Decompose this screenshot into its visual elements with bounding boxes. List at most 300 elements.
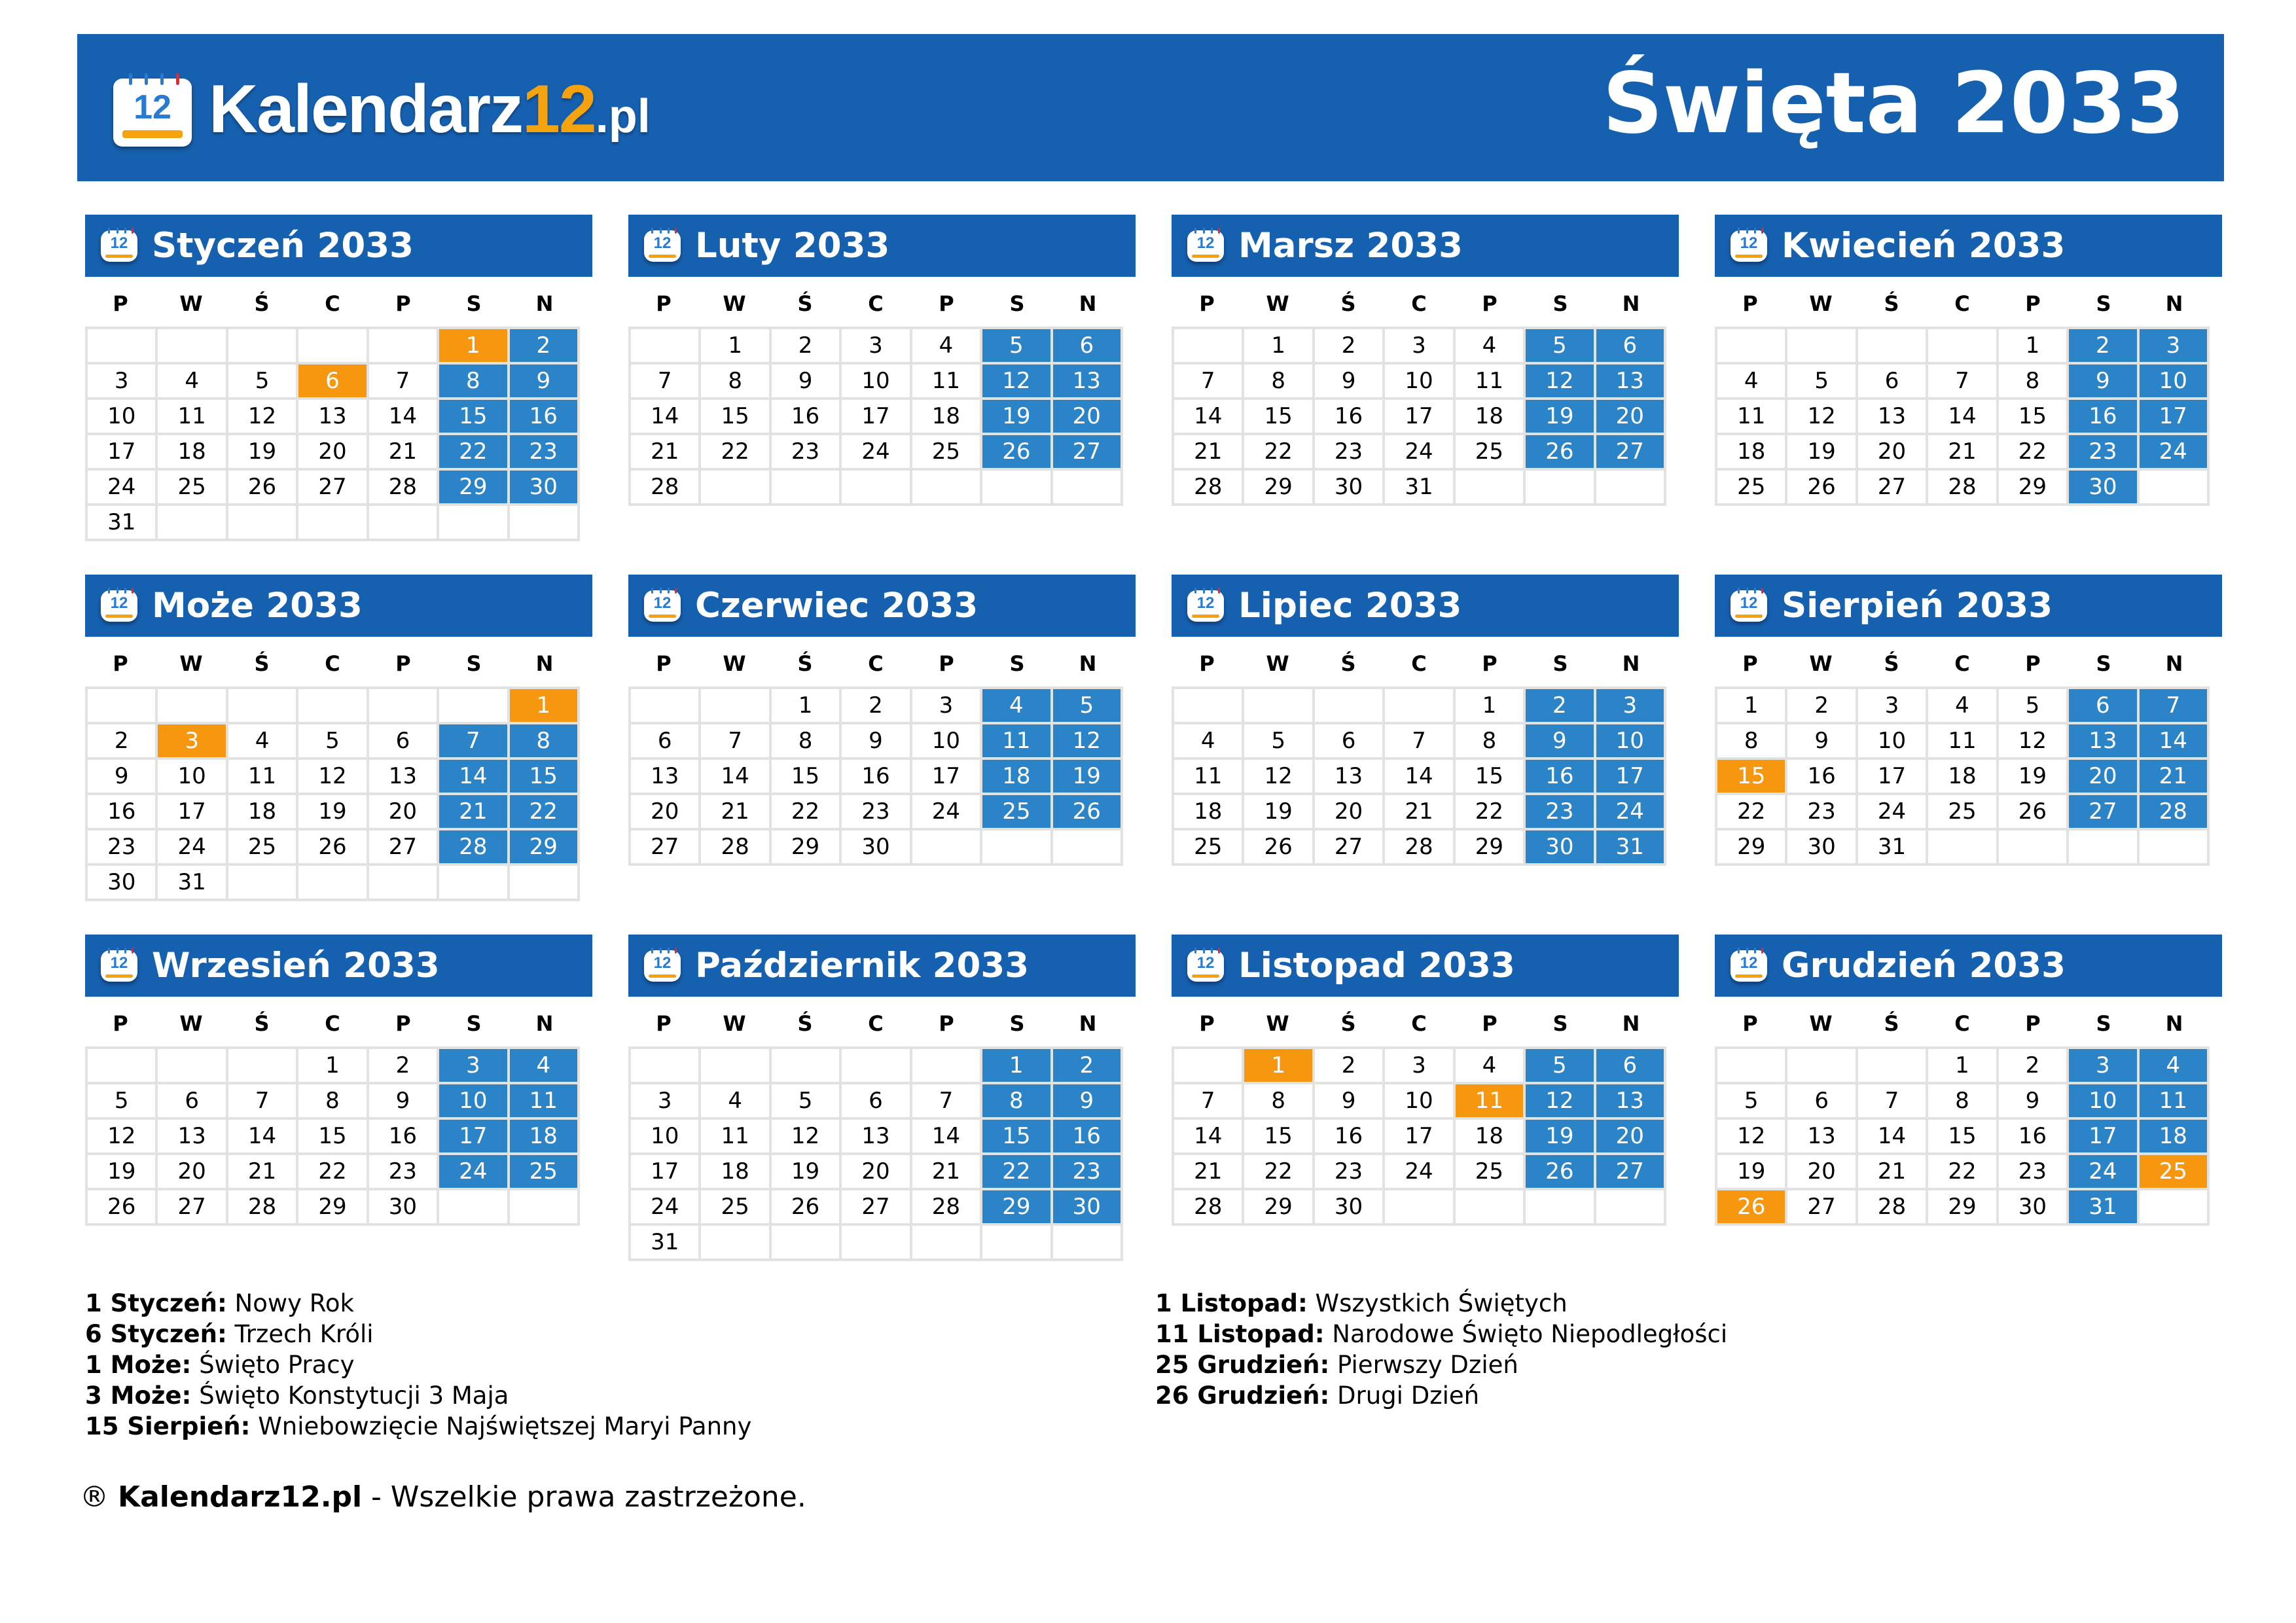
- day-cell[interactable]: 20: [1858, 435, 1926, 468]
- day-cell[interactable]: 2: [842, 689, 909, 722]
- day-cell[interactable]: 26: [1244, 830, 1312, 863]
- day-cell[interactable]: 4: [1456, 329, 1523, 362]
- day-cell[interactable]: 7: [701, 724, 768, 757]
- weekend-day-cell[interactable]: 8: [982, 1084, 1050, 1117]
- weekend-day-cell[interactable]: 5: [1526, 329, 1593, 362]
- day-cell[interactable]: 12: [1787, 400, 1855, 433]
- day-cell[interactable]: 10: [1858, 724, 1926, 757]
- day-cell[interactable]: 26: [298, 830, 366, 863]
- day-cell[interactable]: 11: [1456, 365, 1523, 397]
- day-cell[interactable]: 29: [1244, 1190, 1312, 1223]
- day-cell[interactable]: 7: [1858, 1084, 1926, 1117]
- weekend-day-cell[interactable]: 13: [1596, 1084, 1664, 1117]
- day-cell[interactable]: 21: [1928, 435, 1996, 468]
- weekend-day-cell[interactable]: 4: [510, 1049, 577, 1082]
- day-cell[interactable]: 24: [842, 435, 909, 468]
- weekend-day-cell[interactable]: 6: [2069, 689, 2136, 722]
- weekend-day-cell[interactable]: 31: [1596, 830, 1664, 863]
- day-cell[interactable]: 2: [772, 329, 839, 362]
- day-cell[interactable]: 5: [1244, 724, 1312, 757]
- weekend-day-cell[interactable]: 30: [1053, 1190, 1121, 1223]
- day-cell[interactable]: 9: [1999, 1084, 2066, 1117]
- day-cell[interactable]: 10: [1385, 1084, 1452, 1117]
- day-cell[interactable]: 9: [772, 365, 839, 397]
- weekend-day-cell[interactable]: 13: [1053, 365, 1121, 397]
- day-cell[interactable]: 28: [631, 471, 698, 503]
- day-cell[interactable]: 7: [228, 1084, 296, 1117]
- weekend-day-cell[interactable]: 12: [982, 365, 1050, 397]
- day-cell[interactable]: 14: [912, 1120, 980, 1152]
- day-cell[interactable]: 11: [228, 760, 296, 793]
- day-cell[interactable]: 5: [298, 724, 366, 757]
- holiday-day-cell[interactable]: 1: [1244, 1049, 1312, 1082]
- weekend-day-cell[interactable]: 2: [1053, 1049, 1121, 1082]
- day-cell[interactable]: 12: [1717, 1120, 1785, 1152]
- day-cell[interactable]: 15: [1244, 400, 1312, 433]
- day-cell[interactable]: 6: [369, 724, 437, 757]
- day-cell[interactable]: 21: [1174, 435, 1242, 468]
- day-cell[interactable]: 3: [1385, 329, 1452, 362]
- weekend-day-cell[interactable]: 22: [982, 1155, 1050, 1188]
- day-cell[interactable]: 17: [158, 795, 225, 828]
- weekend-day-cell[interactable]: 5: [982, 329, 1050, 362]
- weekend-day-cell[interactable]: 22: [510, 795, 577, 828]
- day-cell[interactable]: 24: [88, 471, 155, 503]
- day-cell[interactable]: 14: [1385, 760, 1452, 793]
- day-cell[interactable]: 20: [369, 795, 437, 828]
- day-cell[interactable]: 24: [1858, 795, 1926, 828]
- weekend-day-cell[interactable]: 2: [2069, 329, 2136, 362]
- day-cell[interactable]: 13: [842, 1120, 909, 1152]
- day-cell[interactable]: 18: [1928, 760, 1996, 793]
- day-cell[interactable]: 28: [369, 471, 437, 503]
- weekend-day-cell[interactable]: 18: [510, 1120, 577, 1152]
- day-cell[interactable]: 31: [631, 1226, 698, 1258]
- day-cell[interactable]: 29: [772, 830, 839, 863]
- weekend-day-cell[interactable]: 2: [1526, 689, 1593, 722]
- day-cell[interactable]: 16: [772, 400, 839, 433]
- day-cell[interactable]: 2: [369, 1049, 437, 1082]
- day-cell[interactable]: 30: [1315, 1190, 1382, 1223]
- day-cell[interactable]: 3: [631, 1084, 698, 1117]
- day-cell[interactable]: 19: [298, 795, 366, 828]
- day-cell[interactable]: 27: [631, 830, 698, 863]
- day-cell[interactable]: 9: [1315, 365, 1382, 397]
- day-cell[interactable]: 12: [1999, 724, 2066, 757]
- day-cell[interactable]: 24: [1385, 435, 1452, 468]
- day-cell[interactable]: 30: [369, 1190, 437, 1223]
- day-cell[interactable]: 9: [88, 760, 155, 793]
- weekend-day-cell[interactable]: 9: [1526, 724, 1593, 757]
- day-cell[interactable]: 8: [1244, 365, 1312, 397]
- weekend-day-cell[interactable]: 19: [1053, 760, 1121, 793]
- day-cell[interactable]: 14: [228, 1120, 296, 1152]
- day-cell[interactable]: 17: [1385, 400, 1452, 433]
- day-cell[interactable]: 21: [912, 1155, 980, 1188]
- day-cell[interactable]: 14: [1174, 1120, 1242, 1152]
- day-cell[interactable]: 14: [1928, 400, 1996, 433]
- day-cell[interactable]: 8: [1999, 365, 2066, 397]
- weekend-day-cell[interactable]: 4: [982, 689, 1050, 722]
- weekend-day-cell[interactable]: 23: [1526, 795, 1593, 828]
- day-cell[interactable]: 22: [1244, 435, 1312, 468]
- day-cell[interactable]: 7: [1385, 724, 1452, 757]
- day-cell[interactable]: 6: [1315, 724, 1382, 757]
- day-cell[interactable]: 16: [88, 795, 155, 828]
- weekend-day-cell[interactable]: 23: [1053, 1155, 1121, 1188]
- weekend-day-cell[interactable]: 10: [439, 1084, 507, 1117]
- weekend-day-cell[interactable]: 7: [439, 724, 507, 757]
- day-cell[interactable]: 23: [369, 1155, 437, 1188]
- day-cell[interactable]: 10: [1385, 365, 1452, 397]
- weekend-day-cell[interactable]: 12: [1053, 724, 1121, 757]
- day-cell[interactable]: 3: [912, 689, 980, 722]
- day-cell[interactable]: 16: [1787, 760, 1855, 793]
- holiday-day-cell[interactable]: 25: [2140, 1155, 2207, 1188]
- weekend-day-cell[interactable]: 6: [1053, 329, 1121, 362]
- day-cell[interactable]: 14: [1858, 1120, 1926, 1152]
- day-cell[interactable]: 6: [631, 724, 698, 757]
- day-cell[interactable]: 24: [1385, 1155, 1452, 1188]
- weekend-day-cell[interactable]: 14: [439, 760, 507, 793]
- weekend-day-cell[interactable]: 24: [439, 1155, 507, 1188]
- day-cell[interactable]: 19: [772, 1155, 839, 1188]
- day-cell[interactable]: 23: [88, 830, 155, 863]
- weekend-day-cell[interactable]: 5: [1053, 689, 1121, 722]
- weekend-day-cell[interactable]: 9: [1053, 1084, 1121, 1117]
- day-cell[interactable]: 7: [631, 365, 698, 397]
- weekend-day-cell[interactable]: 10: [1596, 724, 1664, 757]
- weekend-day-cell[interactable]: 27: [1053, 435, 1121, 468]
- weekend-day-cell[interactable]: 1: [982, 1049, 1050, 1082]
- day-cell[interactable]: 1: [1244, 329, 1312, 362]
- day-cell[interactable]: 22: [701, 435, 768, 468]
- day-cell[interactable]: 10: [842, 365, 909, 397]
- day-cell[interactable]: 9: [369, 1084, 437, 1117]
- weekend-day-cell[interactable]: 11: [2140, 1084, 2207, 1117]
- day-cell[interactable]: 11: [1174, 760, 1242, 793]
- weekend-day-cell[interactable]: 15: [439, 400, 507, 433]
- day-cell[interactable]: 17: [1385, 1120, 1452, 1152]
- weekend-day-cell[interactable]: 30: [510, 471, 577, 503]
- day-cell[interactable]: 31: [88, 506, 155, 539]
- day-cell[interactable]: 20: [158, 1155, 225, 1188]
- day-cell[interactable]: 15: [701, 400, 768, 433]
- day-cell[interactable]: 26: [1999, 795, 2066, 828]
- day-cell[interactable]: 5: [772, 1084, 839, 1117]
- day-cell[interactable]: 18: [912, 400, 980, 433]
- day-cell[interactable]: 10: [88, 400, 155, 433]
- day-cell[interactable]: 4: [1717, 365, 1785, 397]
- weekend-day-cell[interactable]: 26: [1526, 1155, 1593, 1188]
- day-cell[interactable]: 29: [1999, 471, 2066, 503]
- site-logo[interactable]: [113, 71, 651, 149]
- day-cell[interactable]: 4: [228, 724, 296, 757]
- day-cell[interactable]: 23: [1787, 795, 1855, 828]
- day-cell[interactable]: 18: [158, 435, 225, 468]
- day-cell[interactable]: 24: [631, 1190, 698, 1223]
- day-cell[interactable]: 20: [842, 1155, 909, 1188]
- weekend-day-cell[interactable]: 8: [510, 724, 577, 757]
- day-cell[interactable]: 30: [88, 866, 155, 899]
- day-cell[interactable]: 22: [1717, 795, 1785, 828]
- day-cell[interactable]: 18: [1456, 400, 1523, 433]
- weekend-day-cell[interactable]: 10: [2069, 1084, 2136, 1117]
- day-cell[interactable]: 18: [701, 1155, 768, 1188]
- day-cell[interactable]: 27: [1858, 471, 1926, 503]
- day-cell[interactable]: 27: [842, 1190, 909, 1223]
- day-cell[interactable]: 23: [772, 435, 839, 468]
- day-cell[interactable]: 21: [701, 795, 768, 828]
- weekend-day-cell[interactable]: 9: [510, 365, 577, 397]
- weekend-day-cell[interactable]: 18: [982, 760, 1050, 793]
- day-cell[interactable]: 16: [842, 760, 909, 793]
- day-cell[interactable]: 29: [1717, 830, 1785, 863]
- weekend-day-cell[interactable]: 12: [1526, 1084, 1593, 1117]
- day-cell[interactable]: 15: [298, 1120, 366, 1152]
- day-cell[interactable]: 26: [228, 471, 296, 503]
- weekend-day-cell[interactable]: 11: [982, 724, 1050, 757]
- day-cell[interactable]: 7: [1174, 1084, 1242, 1117]
- day-cell[interactable]: 11: [701, 1120, 768, 1152]
- weekend-day-cell[interactable]: 21: [439, 795, 507, 828]
- day-cell[interactable]: 21: [631, 435, 698, 468]
- day-cell[interactable]: 21: [1858, 1155, 1926, 1188]
- weekend-day-cell[interactable]: 23: [510, 435, 577, 468]
- day-cell[interactable]: 27: [1787, 1190, 1855, 1223]
- day-cell[interactable]: 20: [631, 795, 698, 828]
- day-cell[interactable]: 1: [1456, 689, 1523, 722]
- day-cell[interactable]: 22: [772, 795, 839, 828]
- weekend-day-cell[interactable]: 4: [2140, 1049, 2207, 1082]
- weekend-day-cell[interactable]: 28: [2140, 795, 2207, 828]
- day-cell[interactable]: 30: [1999, 1190, 2066, 1223]
- weekend-day-cell[interactable]: 26: [982, 435, 1050, 468]
- day-cell[interactable]: 11: [912, 365, 980, 397]
- weekend-day-cell[interactable]: 25: [510, 1155, 577, 1188]
- day-cell[interactable]: 22: [1928, 1155, 1996, 1188]
- day-cell[interactable]: 18: [228, 795, 296, 828]
- day-cell[interactable]: 17: [842, 400, 909, 433]
- weekend-day-cell[interactable]: 31: [2069, 1190, 2136, 1223]
- day-cell[interactable]: 14: [631, 400, 698, 433]
- weekend-day-cell[interactable]: 27: [2069, 795, 2136, 828]
- weekend-day-cell[interactable]: 20: [1596, 1120, 1664, 1152]
- day-cell[interactable]: 1: [701, 329, 768, 362]
- day-cell[interactable]: 19: [228, 435, 296, 468]
- day-cell[interactable]: 2: [1315, 1049, 1382, 1082]
- weekend-day-cell[interactable]: 22: [439, 435, 507, 468]
- day-cell[interactable]: 29: [1928, 1190, 1996, 1223]
- day-cell[interactable]: 15: [1456, 760, 1523, 793]
- day-cell[interactable]: 11: [1717, 400, 1785, 433]
- day-cell[interactable]: 21: [1385, 795, 1452, 828]
- day-cell[interactable]: 24: [158, 830, 225, 863]
- day-cell[interactable]: 28: [1858, 1190, 1926, 1223]
- day-cell[interactable]: 5: [88, 1084, 155, 1117]
- weekend-day-cell[interactable]: 18: [2140, 1120, 2207, 1152]
- day-cell[interactable]: 10: [158, 760, 225, 793]
- weekend-day-cell[interactable]: 20: [1596, 400, 1664, 433]
- weekend-day-cell[interactable]: 21: [2140, 760, 2207, 793]
- weekend-day-cell[interactable]: 16: [510, 400, 577, 433]
- day-cell[interactable]: 31: [1385, 471, 1452, 503]
- weekend-day-cell[interactable]: 2: [510, 329, 577, 362]
- day-cell[interactable]: 27: [1315, 830, 1382, 863]
- day-cell[interactable]: 29: [1244, 471, 1312, 503]
- day-cell[interactable]: 23: [842, 795, 909, 828]
- day-cell[interactable]: 16: [1315, 1120, 1382, 1152]
- day-cell[interactable]: 28: [1928, 471, 1996, 503]
- weekend-day-cell[interactable]: 17: [439, 1120, 507, 1152]
- day-cell[interactable]: 2: [88, 724, 155, 757]
- day-cell[interactable]: 2: [1999, 1049, 2066, 1082]
- day-cell[interactable]: 12: [298, 760, 366, 793]
- day-cell[interactable]: 3: [842, 329, 909, 362]
- day-cell[interactable]: 25: [1717, 471, 1785, 503]
- day-cell[interactable]: 13: [1858, 400, 1926, 433]
- day-cell[interactable]: 21: [1174, 1155, 1242, 1188]
- holiday-day-cell[interactable]: 15: [1717, 760, 1785, 793]
- day-cell[interactable]: 19: [88, 1155, 155, 1188]
- day-cell[interactable]: 8: [701, 365, 768, 397]
- weekend-day-cell[interactable]: 17: [2069, 1120, 2136, 1152]
- day-cell[interactable]: 3: [1858, 689, 1926, 722]
- day-cell[interactable]: 30: [1315, 471, 1382, 503]
- day-cell[interactable]: 22: [1999, 435, 2066, 468]
- weekend-day-cell[interactable]: 3: [2069, 1049, 2136, 1082]
- day-cell[interactable]: 18: [1456, 1120, 1523, 1152]
- day-cell[interactable]: 4: [1174, 724, 1242, 757]
- day-cell[interactable]: 27: [298, 471, 366, 503]
- weekend-day-cell[interactable]: 24: [2069, 1155, 2136, 1188]
- day-cell[interactable]: 16: [1999, 1120, 2066, 1152]
- day-cell[interactable]: 20: [298, 435, 366, 468]
- day-cell[interactable]: 13: [1315, 760, 1382, 793]
- weekend-day-cell[interactable]: 27: [1596, 1155, 1664, 1188]
- weekend-day-cell[interactable]: 27: [1596, 435, 1664, 468]
- weekend-day-cell[interactable]: 7: [2140, 689, 2207, 722]
- day-cell[interactable]: 28: [228, 1190, 296, 1223]
- day-cell[interactable]: 25: [1456, 435, 1523, 468]
- day-cell[interactable]: 21: [228, 1155, 296, 1188]
- day-cell[interactable]: 23: [1315, 435, 1382, 468]
- day-cell[interactable]: 24: [912, 795, 980, 828]
- day-cell[interactable]: 6: [1858, 365, 1926, 397]
- day-cell[interactable]: 17: [912, 760, 980, 793]
- day-cell[interactable]: 4: [1456, 1049, 1523, 1082]
- day-cell[interactable]: 25: [912, 435, 980, 468]
- weekend-day-cell[interactable]: 29: [439, 471, 507, 503]
- day-cell[interactable]: 4: [1928, 689, 1996, 722]
- weekend-day-cell[interactable]: 25: [982, 795, 1050, 828]
- day-cell[interactable]: 11: [1928, 724, 1996, 757]
- day-cell[interactable]: 8: [1244, 1084, 1312, 1117]
- day-cell[interactable]: 2: [1787, 689, 1855, 722]
- day-cell[interactable]: 1: [1717, 689, 1785, 722]
- day-cell[interactable]: 5: [1999, 689, 2066, 722]
- day-cell[interactable]: 8: [1456, 724, 1523, 757]
- day-cell[interactable]: 15: [1244, 1120, 1312, 1152]
- day-cell[interactable]: 5: [1787, 365, 1855, 397]
- day-cell[interactable]: 12: [772, 1120, 839, 1152]
- holiday-day-cell[interactable]: 1: [510, 689, 577, 722]
- day-cell[interactable]: 21: [369, 435, 437, 468]
- weekend-day-cell[interactable]: 8: [439, 365, 507, 397]
- day-cell[interactable]: 12: [228, 400, 296, 433]
- day-cell[interactable]: 8: [1928, 1084, 1996, 1117]
- weekend-day-cell[interactable]: 13: [2069, 724, 2136, 757]
- day-cell[interactable]: 25: [158, 471, 225, 503]
- holiday-day-cell[interactable]: 26: [1717, 1190, 1785, 1223]
- day-cell[interactable]: 16: [369, 1120, 437, 1152]
- weekend-day-cell[interactable]: 16: [2069, 400, 2136, 433]
- holiday-day-cell[interactable]: 6: [298, 365, 366, 397]
- weekend-day-cell[interactable]: 24: [2140, 435, 2207, 468]
- weekend-day-cell[interactable]: 30: [1526, 830, 1593, 863]
- day-cell[interactable]: 12: [1244, 760, 1312, 793]
- weekend-day-cell[interactable]: 16: [1053, 1120, 1121, 1152]
- day-cell[interactable]: 25: [228, 830, 296, 863]
- day-cell[interactable]: 31: [1858, 830, 1926, 863]
- day-cell[interactable]: 8: [298, 1084, 366, 1117]
- day-cell[interactable]: 26: [88, 1190, 155, 1223]
- day-cell[interactable]: 10: [912, 724, 980, 757]
- weekend-day-cell[interactable]: 3: [439, 1049, 507, 1082]
- day-cell[interactable]: 7: [1174, 365, 1242, 397]
- day-cell[interactable]: 7: [369, 365, 437, 397]
- weekend-day-cell[interactable]: 3: [2140, 329, 2207, 362]
- day-cell[interactable]: 15: [1999, 400, 2066, 433]
- day-cell[interactable]: 22: [298, 1155, 366, 1188]
- weekend-day-cell[interactable]: 13: [1596, 365, 1664, 397]
- day-cell[interactable]: 16: [1315, 400, 1382, 433]
- weekend-day-cell[interactable]: 17: [2140, 400, 2207, 433]
- holiday-day-cell[interactable]: 3: [158, 724, 225, 757]
- day-cell[interactable]: 2: [1315, 329, 1382, 362]
- day-cell[interactable]: 6: [158, 1084, 225, 1117]
- day-cell[interactable]: 1: [298, 1049, 366, 1082]
- day-cell[interactable]: 25: [1456, 1155, 1523, 1188]
- day-cell[interactable]: 12: [88, 1120, 155, 1152]
- day-cell[interactable]: 3: [88, 365, 155, 397]
- weekend-day-cell[interactable]: 30: [2069, 471, 2136, 503]
- day-cell[interactable]: 3: [1385, 1049, 1452, 1082]
- day-cell[interactable]: 1: [772, 689, 839, 722]
- weekend-day-cell[interactable]: 15: [510, 760, 577, 793]
- day-cell[interactable]: 9: [1787, 724, 1855, 757]
- day-cell[interactable]: 31: [158, 866, 225, 899]
- day-cell[interactable]: 8: [1717, 724, 1785, 757]
- day-cell[interactable]: 25: [701, 1190, 768, 1223]
- weekend-day-cell[interactable]: 19: [982, 400, 1050, 433]
- weekend-day-cell[interactable]: 26: [1526, 435, 1593, 468]
- day-cell[interactable]: 4: [701, 1084, 768, 1117]
- day-cell[interactable]: 9: [1315, 1084, 1382, 1117]
- day-cell[interactable]: 26: [772, 1190, 839, 1223]
- weekend-day-cell[interactable]: 20: [1053, 400, 1121, 433]
- day-cell[interactable]: 4: [912, 329, 980, 362]
- day-cell[interactable]: 15: [772, 760, 839, 793]
- day-cell[interactable]: 23: [1999, 1155, 2066, 1188]
- day-cell[interactable]: 30: [1787, 830, 1855, 863]
- day-cell[interactable]: 19: [1717, 1155, 1785, 1188]
- day-cell[interactable]: 22: [1456, 795, 1523, 828]
- weekend-day-cell[interactable]: 3: [1596, 689, 1664, 722]
- weekend-day-cell[interactable]: 10: [2140, 365, 2207, 397]
- day-cell[interactable]: 7: [912, 1084, 980, 1117]
- weekend-day-cell[interactable]: 5: [1526, 1049, 1593, 1082]
